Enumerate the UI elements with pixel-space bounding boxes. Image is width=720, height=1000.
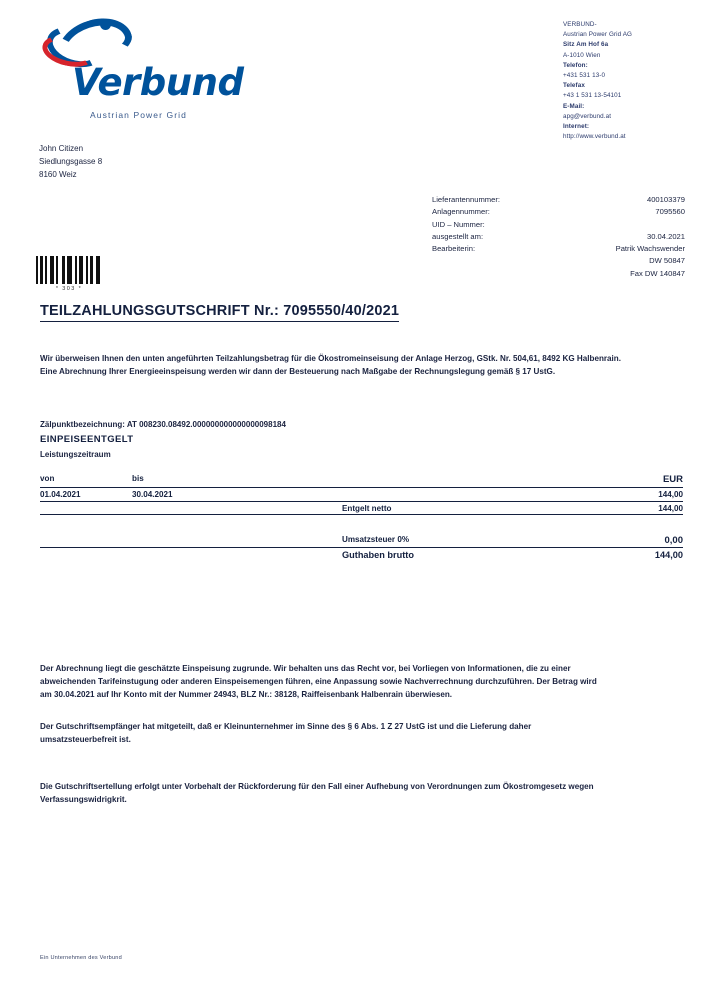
meta-row [432, 194, 685, 206]
amount-table [40, 474, 683, 560]
meta-value-lieferantennummer: 400103379 [646, 195, 685, 204]
table-row [40, 488, 683, 502]
company-line-1: Austrian Power Grid AG [563, 31, 633, 39]
logo-tagline: Austrian Power Grid [90, 110, 187, 120]
meta-value-anlagennummer: 7095560 [655, 207, 685, 217]
meta-value-fax-dw: Fax DW 140847 [630, 268, 685, 278]
meta-value-dw: DW 50847 [649, 256, 685, 266]
cell-von: 01.04.2021 [40, 490, 81, 499]
barcode [36, 256, 102, 292]
company-line-0: VERBUND- [563, 21, 597, 28]
position-title: EINPEISEENTGELT [40, 434, 134, 445]
barcode-bars [36, 256, 102, 284]
total-value: 144,00 [654, 550, 683, 560]
meta-value-ausgestellt-am: 30.04.2021 [646, 231, 685, 241]
meta-row [432, 231, 685, 243]
notes-paragraph-2: Der Gutschriftsempfänger hat mitgeteilt, daß er Kleinunternehmer im Sinne des § 6 Abs. 1 Z 27 UstG ist und die Lieferung daher umsatzsteuerbefreit ist. [40, 722, 532, 745]
company-line-2: Sitz Am Hof 6a [563, 41, 609, 49]
notes-paragraph-1: Der Abrechnung liegt die geschätzte Einspeisung zugrunde. Wir behalten uns das Recht vor, bei Vorliegen von Informationen, die zu einer abweichenden Tarifeinstugung oder anderen Einspeisemengen führen, eine Anpassung sowie Nachverrechnung durchzuführen. Der Betrag wird am 30.04.2021 auf Ihr Konto mit der Nummer 24943, BLZ Nr.: 38128, Raiffeisenbank Halbenrain überwiesen. [40, 664, 597, 700]
company-line-6: Telefax [563, 82, 585, 90]
meta-row [432, 206, 685, 218]
leistungszeitraum-label: Leistungszeitraum [40, 450, 111, 459]
cell-eur: 144,00 [658, 490, 683, 499]
company-line-10: Internet: [563, 122, 590, 130]
swoosh-dot-icon [100, 19, 111, 30]
meta-label-anlagennummer: Anlagennummer: [432, 207, 490, 217]
page-footer: Ein Unternehmen des Verbund [40, 955, 122, 961]
recipient-street: Siedlungsgasse 8 [39, 156, 103, 166]
header-bis: bis [132, 474, 144, 483]
document-meta-block [432, 194, 685, 280]
cell-desc [342, 490, 605, 499]
company-line-7: +43 1 531 13-54101 [563, 92, 622, 100]
verbund-swoosh-icon [40, 18, 126, 62]
table-spacer [40, 515, 683, 533]
subtotal-label: Entgelt netto [342, 504, 392, 513]
company-line-3: A-1010 Wien [563, 51, 601, 59]
meta-value-bearbeiterin: Patrik Wachswender [615, 244, 685, 254]
header-eur: EUR [662, 474, 683, 485]
meta-label-ausgestellt-am: ausgestellt am: [432, 231, 484, 241]
barcode-caption: * 303 * [55, 286, 83, 292]
header-desc [342, 474, 605, 485]
meta-label-uid-nummer: UID – Nummer: [432, 219, 485, 229]
meta-row [432, 243, 685, 255]
zaehlpunkt-line: Zälpunktbezeichnung: AT 008230.08492.000000000000000098184 [40, 420, 286, 429]
meta-row [432, 219, 685, 231]
total-row [40, 548, 683, 560]
header-von: von [40, 474, 55, 483]
verbund-logo [38, 18, 268, 120]
notes-paragraph-3: Die Gutschriftsertellung erfolgt unter Vorbehalt der Rückforderung für den Fall einer Aufhebung von Verordnungen zum Ökostromgesetz wegen Verfassungswidrigkrit. [40, 782, 594, 805]
recipient-city: 8160 Weiz [39, 169, 77, 179]
company-line-11: http://www.verbund.at [563, 133, 626, 141]
cell-bis: 30.04.2021 [132, 490, 173, 499]
company-line-4: Telefon: [563, 61, 588, 69]
meta-label-bearbeiterin: Bearbeiterin: [432, 244, 476, 254]
total-label: Guthaben brutto [342, 550, 414, 560]
company-line-9: apg@verbund.at [563, 112, 612, 120]
tax-row [40, 533, 683, 548]
table-header-row [40, 474, 683, 488]
subtotal-row [40, 502, 683, 515]
page-title: TEILZAHLUNGSGUTSCHRIFT Nr.: 7095550/40/2021 [40, 303, 399, 322]
logo-wordmark: Verbund [72, 61, 244, 104]
intro-paragraph: Wir überweisen Ihnen den unten angeführten Teilzahlungsbetrag für die Ökostromeinseisung der Anlage Herzog, GStk. Nr. 504,61, 8492 KG Halbenrain. Eine Abrechnung Ihrer Energieeinspeisung werden wir dann der Besteuerung nach Maßgabe der Rechnungslegung gemäß § 17 UstG. [40, 354, 622, 377]
company-line-5: +431 531 13-0 [563, 71, 606, 79]
recipient-name: John Citizen [39, 144, 84, 153]
meta-label-lieferantennummer: Lieferantennummer: [432, 195, 500, 204]
tax-label: Umsatzsteuer 0% [342, 535, 410, 544]
tax-value: 0,00 [664, 535, 683, 546]
recipient-address [39, 143, 102, 182]
company-line-8: E-Mail: [563, 102, 585, 110]
company-address-block [563, 20, 632, 142]
subtotal-value: 144,00 [658, 504, 683, 513]
